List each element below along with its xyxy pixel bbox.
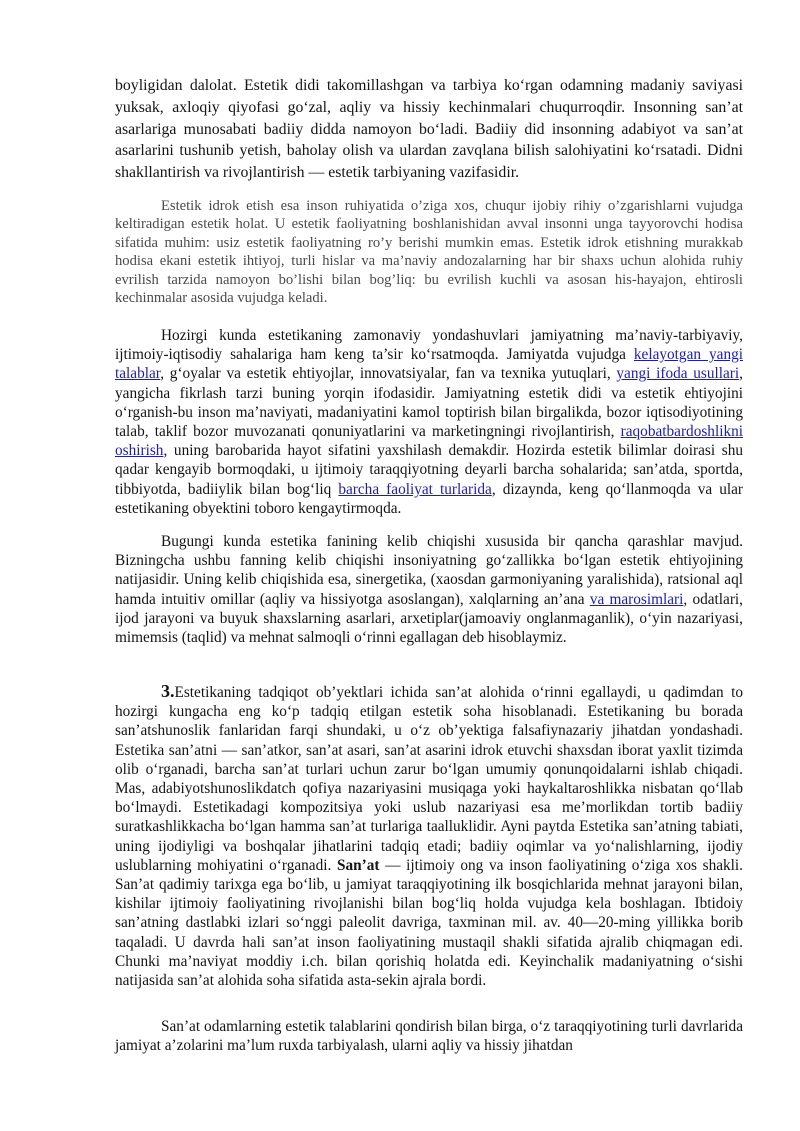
link-new-demands[interactable]: kelayotgan yangi talablar	[115, 346, 743, 383]
link-new-expression-methods[interactable]: yangi ifoda usullari	[616, 365, 740, 383]
paragraph-art-education: San’at odamlarning estetik talablarini qondirish bilan birga, o‘z taraqqiyotining turli davrlarida jamiyat a’zolarini ma’lum ruxda tarbiyalash, ularni aqliy va hissiy jihatdan	[115, 1018, 743, 1055]
paragraph-research-objects: 3.Estetikaning tadqiqot ob’yektlari ichida san’at alohida o‘rinni egallaydi, u qadimdan to hozirgi kungacha eng ko‘p tadqiq etilgan estetik soha hisoblanadi. Estetikaning bu borada san’atshunoslik fanlaridan farqi shundaki, u o‘z ob’yektiga falsafiynazariy jihatdan yondashadi. Estetika san’atni — san’atkor, san’at asari, san’at asarini idrok etuvchi shaxsdan iborat yaxlit tizimda olib o‘rganadi, barcha san’at turlari uchun zarur bo‘lgan umumiy qonunqoidalarni ishlab chiqadi. Mas, adabiyotshunoslikdatch qofiya nazariyasini musiqaga yoki haykaltaroshlikka nisbatan qo‘llab bo‘lmaydi. Estetikadagi kompozitsiya yoki uslub nazariyasi esa me’morlikdan tortib badiiy suratkashlikkacha bo‘lgan hamma san’at turlariga taalluklidir. Ayni paytda Estetika san’atning tabiati, uning ijodiyligi va boshqalar jihatlarini tadqiq etadi; badiiy oqimlar va yo‘nalishlarning, ijodiy uslublarning mohiyatini o‘rganadi. San’at — ijtimoiy ong va inson faoliyatining o‘ziga xos shakli. San’at qadimiy tarixga ega bo‘lib, u jamiyat taraqqiyotining ilk bosqichlarida mehnat jarayoni bilan, kishilar ijtimoiy faoliyatining rivojlanishi bilan bog‘liq holda vujudga kela boshlagan. Ibtidoiy san’atning dastlabki izlari so‘nggi paleolit davriga, taxminan mil. av. 40—20-ming yillikka borib taqaladi. U davrda hali san’at inson faoliyatining mustaqil shakli sifatida ajralib chiqmagan edi. Chunki ma’naviyat moddiy i.ch. bilan qorishiq holatda edi. Keyinchalik madaniyatning o‘sishi natijasida san’at alohida soha sifatida asta-sekin ajrala bordi.	[115, 681, 743, 990]
paragraph-aesthetic-taste: boyligidan dalolat. Estetik didi takomillashgan va tarbiya ko‘rgan odamning madaniy saviyasi yuksak, axloqiy qiyofasi go‘zal, aqliy va hissiy kechinmalari chuqurroqdir. Insonning san’at asarlariga munosabati badiiy didda namoyon bo‘ladi. Badiiy did insonning adabiyot va san’at asarlarini tushunib yetish, baholay olish va ulardan zavqlana bilish salohiyatini ko‘rsatadi. Didni shakllantirish va rivojlantirish — estetik tarbiyaning vazifasidir.	[115, 77, 743, 182]
term-art: San’at	[337, 856, 380, 874]
link-rituals[interactable]: va marosimlari	[589, 590, 684, 608]
section-number: 3.	[161, 681, 175, 701]
paragraph-modern-approaches: Hozirgi kunda estetikaning zamonaviy yondashuvlari jamiyatning ma’naviy-tarbiyaviy, ijtimoiy-iqtisodiy sahalariga ham keng ta’sir ko‘rsatmoqda. Jamiyatda vujudga kelayotgan yangi talablar, g‘oyalar va estetik ehtiyojlar, innovatsiyalar, fan va texnika yutuqlari, yangi ifoda usullari, yangicha fikrlash tarzi buning yorqin ifodasidir. Jamiyatning estetik didi va estetik ehtiyojini o‘rganish-bu inson ma’naviyati, madaniyatini kamol toptirish bilan birgalikda, bozor iqtisodiyotining talab, taklif bozor muvozanati qonuniyatlarini va marketingningi rivojlantirish, raqobatbardoshlikni oshirish, uning barobarida hayot sifatini yaxshilash demakdir. Hozirda estetik bilimlar doirasi shu qadar kengayib bormoqdaki, u ijtimoiy taraqqiyotning deyarli barcha sohalarida; san’atda, sportda, tibbiyotda, badiiylik bilan bog‘liq barcha faoliyat turlarida, dizaynda, keng qo‘llanmoqda va ular estetikaning obyektini toboro kengaytirmoqda.	[115, 327, 743, 517]
link-competitiveness[interactable]: raqobatbardoshlikni oshirish	[115, 423, 743, 460]
link-activity-types[interactable]: barcha faoliyat turlarida	[338, 480, 492, 498]
paragraph-origin-of-aesthetics: Bugungi kunda estetika fanining kelib chiqishi xususida bir qancha qarashlar mavjud. Bizningcha ushbu fanning kelib chiqishi insoniyatning go‘zallikka bo‘lgan estetik ehtiyojining natijasidir. Uning kelib chiqishida esa, sinergetika, (xaosdan garmoniyaning yaralishida), ratsional aql hamda intuitiv omillar (aqliy va hissiyotga asoslangan), xalqlarning an’ana va marosimlari, odatlari, ijod jarayoni va buyuk shaxslarning asarlari, arxetiplar(jamoaviy onglanmaganlik), o‘yin nazariyasi, mimemsis (taqlid) va mehnat salmoqli o‘rinni egallagan deb hisoblaymiz.	[115, 533, 744, 647]
paragraph-aesthetic-perception: Estetik idrok etish esa inson ruhiyatida o’ziga xos, chuqur ijobiy rihiy o’zgarishlarni vujudga keltiradigan estetik holat. U estetik faoliyatning boshlanishidan avval insonni unga tayyorovchi hodisa sifatida muhim: usiz estetik faoliyatning ro’y berishi mumkin emas. Estetik idrok etishning murakkab hodisa ekani estetik ihtiyoj, turli hislar va ma’naviy andozalarning har bir shaxs uchun alohida ruhiy evrilish tarzida namoyon bo’lishi bilan bog’liq: bu evrilish kuchli va asosan his-hayajon, ehtirosli kechinmalar asosida vujudga keladi.	[115, 198, 743, 307]
